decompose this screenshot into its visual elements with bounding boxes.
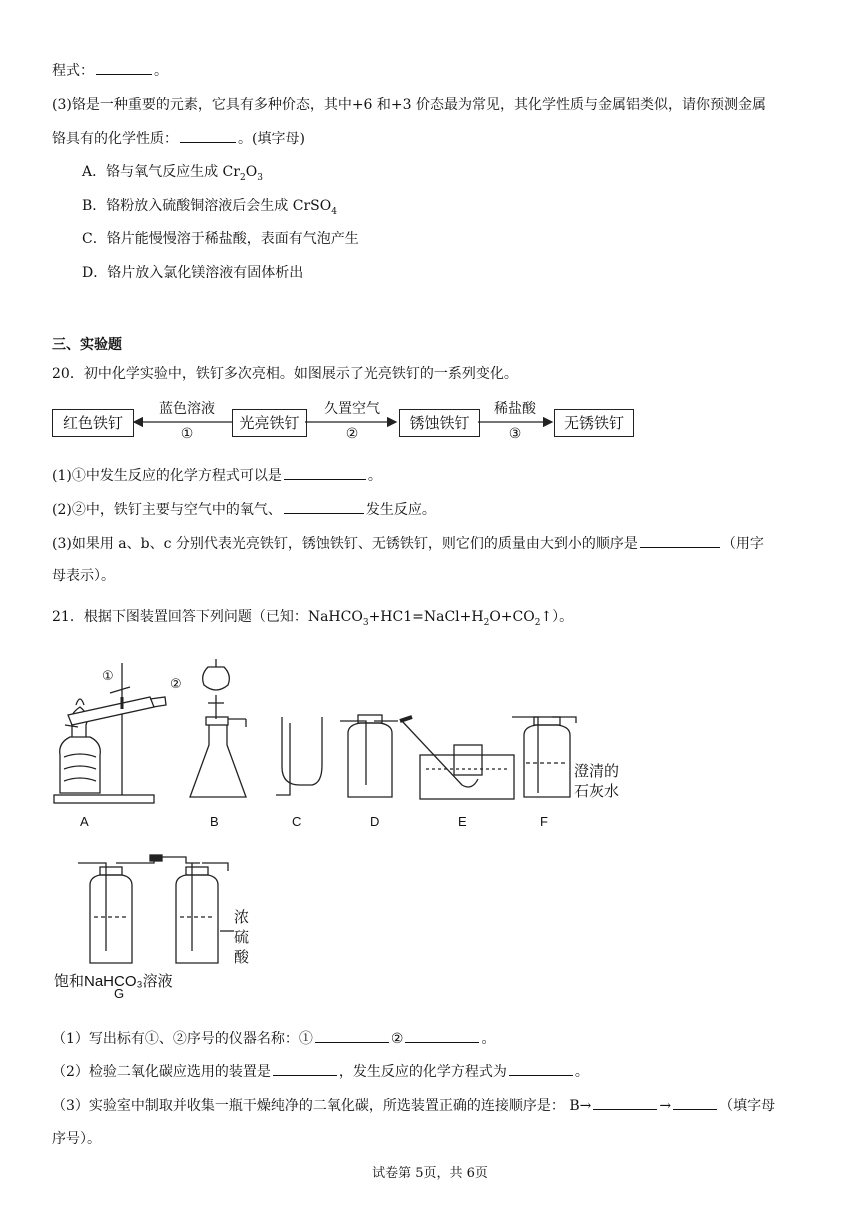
text: (3)如果用 a、b、c 分别代表光亮铁钉，锈蚀铁钉、无锈铁钉，则它们的质量由大到小的顺序是 xyxy=(52,536,638,552)
answer-blank[interactable] xyxy=(284,499,364,514)
box-bright-nail: 光亮铁钉 xyxy=(232,409,307,437)
text: O xyxy=(245,164,258,180)
apparatus-g xyxy=(78,855,234,963)
text: （3）实验室中制取并收集一瓶干燥纯净的二氧化碳，所选装置正确的连接顺序是： B→ xyxy=(52,1098,592,1114)
box-rusted-nail: 锈蚀铁钉 xyxy=(399,409,480,437)
label-a: A xyxy=(80,814,89,829)
text: 21．根据下图装置回答下列问题（已知： xyxy=(52,609,308,625)
q19-part3-line2 xyxy=(52,128,808,149)
g-label-right-2: 硫 xyxy=(234,929,250,946)
text: NaHCO xyxy=(307,609,363,625)
box-rustfree-nail: 无锈铁钉 xyxy=(554,409,634,437)
box-red-nail: 红色铁钉 xyxy=(52,409,134,437)
q20-part1 xyxy=(52,465,808,486)
subscript: 3 xyxy=(257,172,263,183)
text: ② xyxy=(390,1031,404,1047)
apparatus-b xyxy=(190,659,246,797)
text: （1）写出标有①、②序号的仪器名称：① xyxy=(52,1031,313,1047)
text: B．铬粉放入硫酸铜溶液后会生成 CrSO xyxy=(82,198,332,214)
text: ，发生反应的化学方程式为 xyxy=(338,1064,507,1080)
text: 。 xyxy=(154,63,168,79)
text: （填字母 xyxy=(719,1098,776,1114)
text: +HC1=NaCl+H xyxy=(368,609,484,625)
q20-stem: 20．初中化学实验中，铁钉多次亮相。如图展示了光亮铁钉的一系列变化。 xyxy=(52,366,518,382)
answer-blank[interactable] xyxy=(405,1028,479,1043)
apparatus-e xyxy=(400,717,514,799)
f-label-line1: 澄清的 xyxy=(574,763,620,780)
label-c: C xyxy=(292,814,302,829)
apparatus-f xyxy=(512,717,576,797)
text: O+CO xyxy=(489,609,535,625)
answer-blank[interactable] xyxy=(640,533,720,548)
arrow2-label: 久置空气 xyxy=(324,401,380,417)
answer-blank[interactable] xyxy=(593,1095,657,1110)
subscript: 2 xyxy=(534,617,541,628)
iron-nail-flow-diagram xyxy=(52,401,642,448)
text: （2）检验二氧化碳应选用的装置是 xyxy=(52,1064,271,1080)
answer-blank[interactable] xyxy=(96,60,152,75)
subscript: 4 xyxy=(331,206,337,217)
arrow1-label: 蓝色溶液 xyxy=(159,401,215,417)
text: (1)①中发生反应的化学方程式可以是 xyxy=(52,468,282,484)
apparatus-d xyxy=(340,715,398,797)
text: 程式： xyxy=(52,63,94,79)
arrow2-number: ② xyxy=(345,426,359,442)
text: ↑）。 xyxy=(540,609,574,625)
q21-stem xyxy=(52,607,808,633)
answer-blank[interactable] xyxy=(509,1061,573,1076)
answer-blank[interactable] xyxy=(284,465,366,480)
apparatus-figure xyxy=(50,645,670,1005)
q20-part3-line2: 母表示）。 xyxy=(52,568,115,584)
g-label-right-1: 浓 xyxy=(234,909,250,926)
label-f: F xyxy=(540,814,548,829)
marker-1: ① xyxy=(102,668,114,683)
q21-part3 xyxy=(52,1095,808,1116)
text: 。 xyxy=(367,468,382,484)
text: (2)②中，铁钉主要与空气中的氧气、 xyxy=(52,502,282,518)
q20-part2 xyxy=(52,499,808,520)
section-title: 三、实验题 xyxy=(52,337,122,353)
g-label-right-3: 酸 xyxy=(234,949,250,966)
answer-blank[interactable] xyxy=(180,128,236,143)
answer-blank[interactable] xyxy=(315,1028,389,1043)
text: 铬具有的化学性质： xyxy=(52,131,178,147)
text: A．铬与氧气反应生成 Cr xyxy=(82,164,240,180)
text: 。 xyxy=(574,1064,589,1080)
arrow3-number: ③ xyxy=(508,426,522,442)
apparatus-a xyxy=(54,663,166,803)
option-c: C．铬片能慢慢溶于稀盐酸，表面有气泡产生 xyxy=(82,231,359,247)
answer-blank[interactable] xyxy=(273,1061,337,1076)
label-d: D xyxy=(370,814,380,829)
q21-part1 xyxy=(52,1028,808,1049)
subscript: 2 xyxy=(239,172,246,183)
text: → xyxy=(659,1098,672,1114)
arrow3-label: 稀盐酸 xyxy=(494,401,536,417)
page-footer: 试卷第 5页，共 6页 xyxy=(372,1166,488,1181)
option-a xyxy=(82,162,808,188)
apparatus-c xyxy=(276,717,322,795)
option-d: D．铬片放入氯化镁溶液有固体析出 xyxy=(82,265,304,281)
arrow1-number: ① xyxy=(180,426,194,442)
label-g: G xyxy=(114,986,125,1001)
g-label-left: 饱和NaHCO₃溶液 xyxy=(54,973,173,990)
text: 发生反应。 xyxy=(365,502,436,518)
q21-part3-line2: 序号）。 xyxy=(52,1131,101,1147)
text: 。 xyxy=(481,1031,496,1047)
subscript: 3 xyxy=(362,617,369,628)
text: 。(填字母) xyxy=(238,131,305,147)
label-e: E xyxy=(458,814,467,829)
q20-part3 xyxy=(52,533,808,554)
q19-part3-line1: (3)铬是一种重要的元素，它具有多种价态，其中+6 和+3 价态最为常见，其化学性质与金属铝类似，请你预测金属 xyxy=(52,97,767,113)
f-label-line2: 石灰水 xyxy=(574,783,620,800)
answer-blank[interactable] xyxy=(673,1095,717,1110)
option-b xyxy=(82,196,808,222)
text: （用字 xyxy=(721,536,764,552)
marker-2: ② xyxy=(170,676,182,691)
q21-part2 xyxy=(52,1061,808,1082)
label-b: B xyxy=(210,814,219,829)
subscript: 2 xyxy=(483,617,490,628)
q19-line1 xyxy=(52,60,808,81)
